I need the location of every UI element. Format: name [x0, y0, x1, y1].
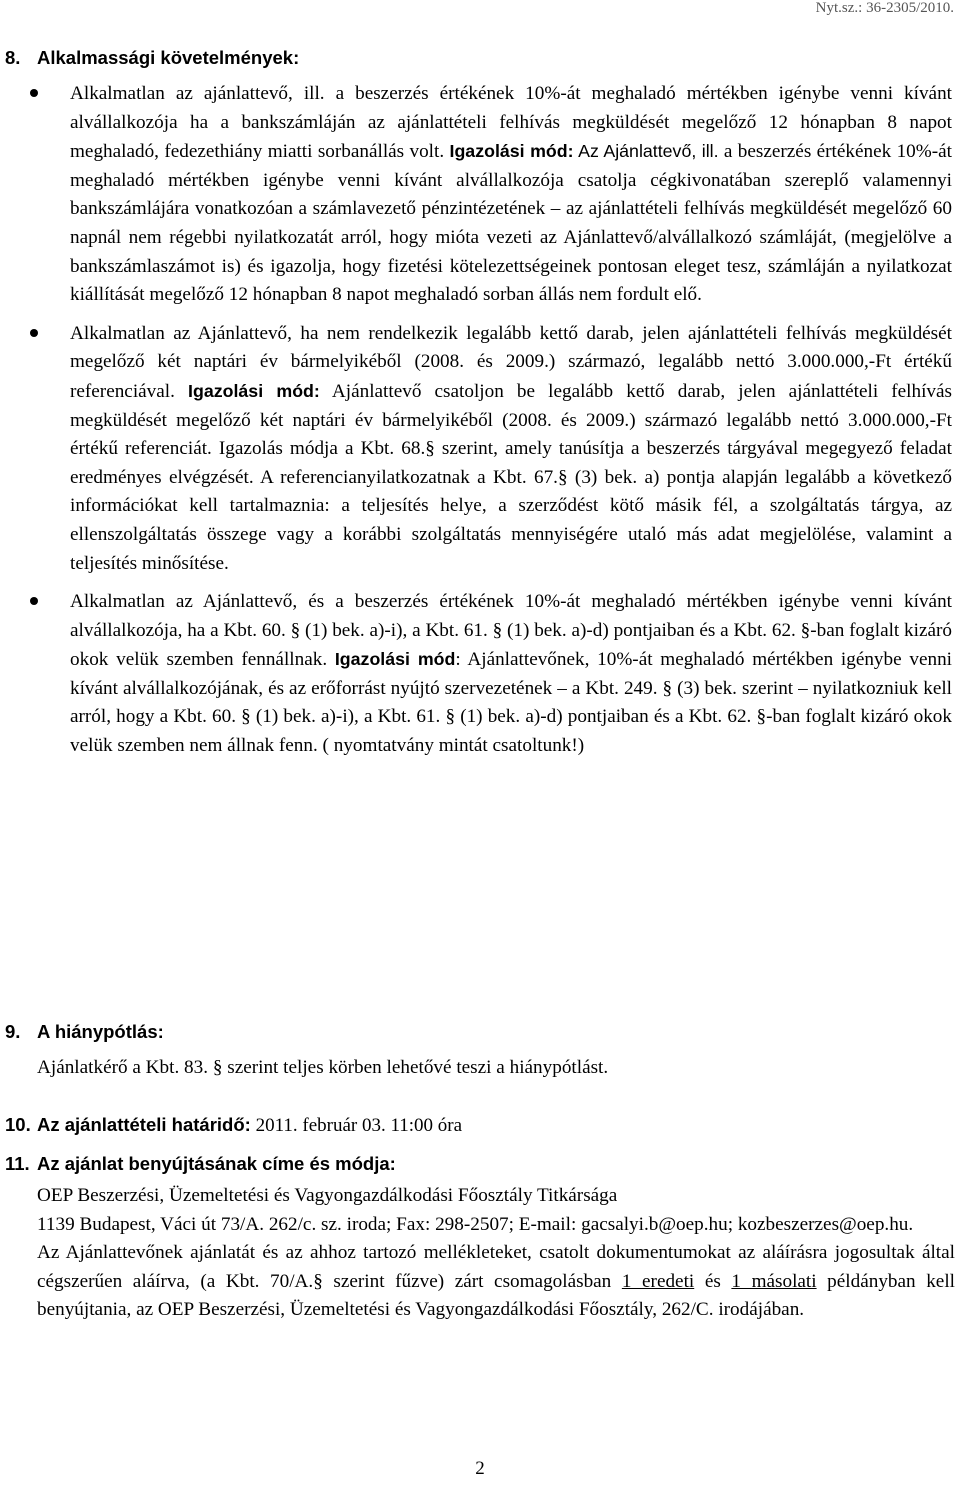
contact-line: 1139 Budapest, Váci út 73/A. 262/c. sz. iroda; Fax: 298-2507; E-mail: gacsalyi.b@oep.hu; kozbeszerzes@oep.hu. [37, 1213, 914, 1235]
section-8-heading [5, 44, 955, 72]
submission-text: Az Ajánlattevőnek ajánlatát és az ahhoz tartozó mellékleteket, csatolt dokumentumokat az aláírásra jogosultak által cégszerűen aláírva, (a Kbt. 70/A.§ szerint fűzve) zárt csomagolásban 1 eredeti és 1 másolati példányban kell benyújtania, az OEP Beszerzési, Üzemeltetési és Vagyongazdálkodási Főosztály, 262/C. irodájában. [37, 1242, 955, 1321]
deadline-value: 2011. február 03. 11:00 óra [250, 1115, 463, 1136]
section-number: 8. [5, 47, 21, 68]
section-9 [5, 1018, 955, 1046]
section-title: Az ajánlat benyújtásának címe és módja: [37, 1153, 396, 1174]
list-item [0, 80, 960, 310]
section-number: 10. [5, 1114, 31, 1135]
page-number: 2 [475, 1458, 485, 1479]
section-8 [5, 44, 955, 72]
duplicate-copy-count: 1 másolati [731, 1270, 817, 1292]
address-line: OEP Beszerzési, Üzemeltetési és Vagyongazdálkodási Főosztály Titkársága [37, 1185, 618, 1206]
requirement-text: Alkalmatlan az Ajánlattevő, ha nem rendelkezik legalább kettő darab, jelen ajánlattételi felhívás megküldését megelőző két naptári év bármelyikéből (2008. és 2009.) származó, legalább nettó 3.000.000,-Ft értékű referenciával. Igazolási mód: Ajánlattevő csatoljon be legalább kettő darab, jelen ajánlattételi felhívás megküldését megelőző két naptári év bármelyikéből (2008. és 2009.) származó legalább nettó 3.000.000,-Ft értékű referenciát. Igazolás módja a Kbt. 68.§ szerint, amely tanúsítja a beszerzés tárgyával megegyező feladat eredményes elvégzését. A referencianyilatkozatnak a Kbt. 67.§ (3) bek. a) pontja alapján legalább a következő információkat kell tartalmaznia: a teljesítés helye, a szerződést kötő másik fél, a szolgáltatás tárgya, az ellenszolgáltatás összege vagy a korábbi szolgáltatás mennyiségére utaló más adat megjelölése, valamint a teljesítés minősítése. [70, 322, 952, 574]
requirement-text: Alkalmatlan az Ajánlattevő, és a beszerzés értékének 10%-át meghaladó mértékben igénybe venni kívánt alvállalkozója, ha a Kbt. 60. § (1) bek. a)-i), a Kbt. 61. § (1) bek. a)-d) pontjaiban és a Kbt. 62. §-ban foglalt kizáró okok velük szemben fennállnak. Igazolási mód: Ajánlattevőnek, 10%-át meghaladó mértékben igénybe venni kívánt alvállalkozójának, és az erőforrást nyújtó szervezetének – a Kbt. 249. § (3) bek. szerint – nyilatkozniuk kell arról, hogy a Kbt. 60. § (1) bek. a)-i), a Kbt. 61. § (1) bek. a)-d) pontjaiban és a Kbt. 62. §-ban foglalt kizáró okok velük szemben nem állnak fenn. ( nyomtatvány mintát csatoltunk!) [70, 591, 953, 757]
list-item [0, 320, 960, 578]
section-9-text: Ajánlatkérő a Kbt. 83. § szerint teljes körben lehetővé teszi a hiánypótlást. [37, 1057, 609, 1078]
section-title: A hiánypótlás: [37, 1021, 164, 1042]
list-item [0, 588, 960, 761]
original-copy-count: 1 eredeti [621, 1270, 695, 1292]
section-number: 9. [5, 1021, 21, 1042]
section-10-heading [5, 1111, 955, 1140]
section-9-heading [5, 1018, 955, 1046]
requirement-text: Alkalmatlan az ajánlattevő, ill. a beszerzés értékének 10%-át meghaladó mértékben igénybe venni kívánt alvállalkozója ha a bankszámláján az ajánlattételi felhívás megküldését megelőző 12 hónapban 8 napot meghaladó, fedezethiány miatti sorbanállás volt. Igazolási mód: Az Ajánlattevő, ill. a beszerzés értékének 10%-át meghaladó mértékben igénybe venni kívánt alvállalkozója csatolja cégkivonatában szereplő valamennyi bankszámlájára vonatkozóan a számlavezető pénzintézetének – az ajánlattételi felhívás megküldését megelőző 60 napnál nem régebbi nyilatkozatát arról, hogy mióta vezeti az Ajánlattevő/alvállalkozó számláját, (megjelölve a bankszámlaszámot is) és igazolja, hogy fizetési kötelezettségeinek pontosan eleget tesz, számláján a nyilatkozat kiállítását megelőző 12 hónapban 8 napot meghaladó sorban állás nem fordult elő. [70, 83, 952, 306]
bullet-icon [30, 329, 38, 337]
section-title: Az ajánlattételi határidő: [37, 1114, 251, 1135]
section-11-body [37, 1182, 955, 1325]
section-11 [5, 1150, 955, 1178]
bullet-icon [30, 89, 38, 97]
section-number: 11. [5, 1153, 30, 1174]
section-11-heading [5, 1150, 955, 1178]
section-9-body [37, 1054, 955, 1083]
section-title: Alkalmassági követelmények: [37, 47, 300, 68]
document-reference: Nyt.sz.: 36-2305/2010. [815, 0, 954, 16]
section-10 [5, 1111, 955, 1140]
bullet-icon [30, 597, 38, 605]
requirements-list [0, 80, 960, 771]
